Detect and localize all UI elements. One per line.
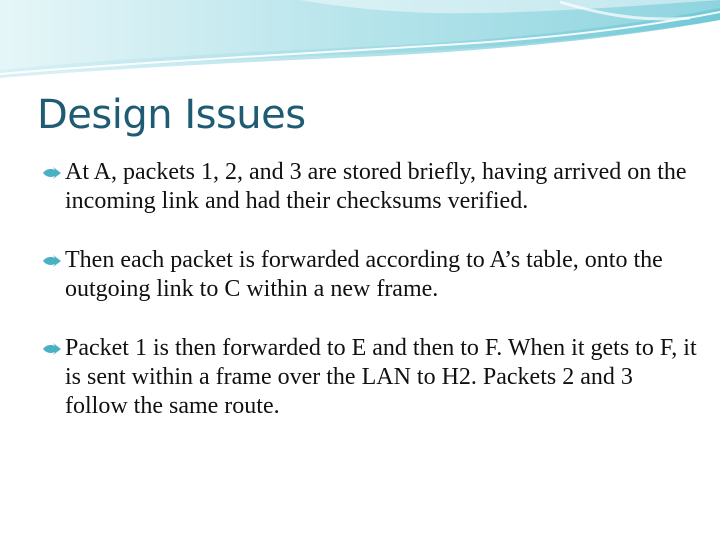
list-item [40,334,700,421]
bullet-text: At A, packets 1, 2, and 3 are stored briefly, having arrived on the incoming link and had their checksums verified. [65,159,687,214]
arrow-icon [42,167,61,179]
slide-title: Design Issues [37,92,306,138]
list-item [40,246,700,304]
bullet-text: Then each packet is forwarded according to A’s table, onto the outgoing link to C within a new frame. [65,247,663,302]
arrow-icon [42,255,61,267]
header-wave-decoration [0,0,720,90]
bullet-list [40,158,700,421]
bullet-text: Packet 1 is then forwarded to E and then to F. When it gets to F, it is sent within a frame over the LAN to H2. Packets 2 and 3 follow the same route. [65,335,697,419]
arrow-icon [42,343,61,355]
list-item [40,158,700,216]
